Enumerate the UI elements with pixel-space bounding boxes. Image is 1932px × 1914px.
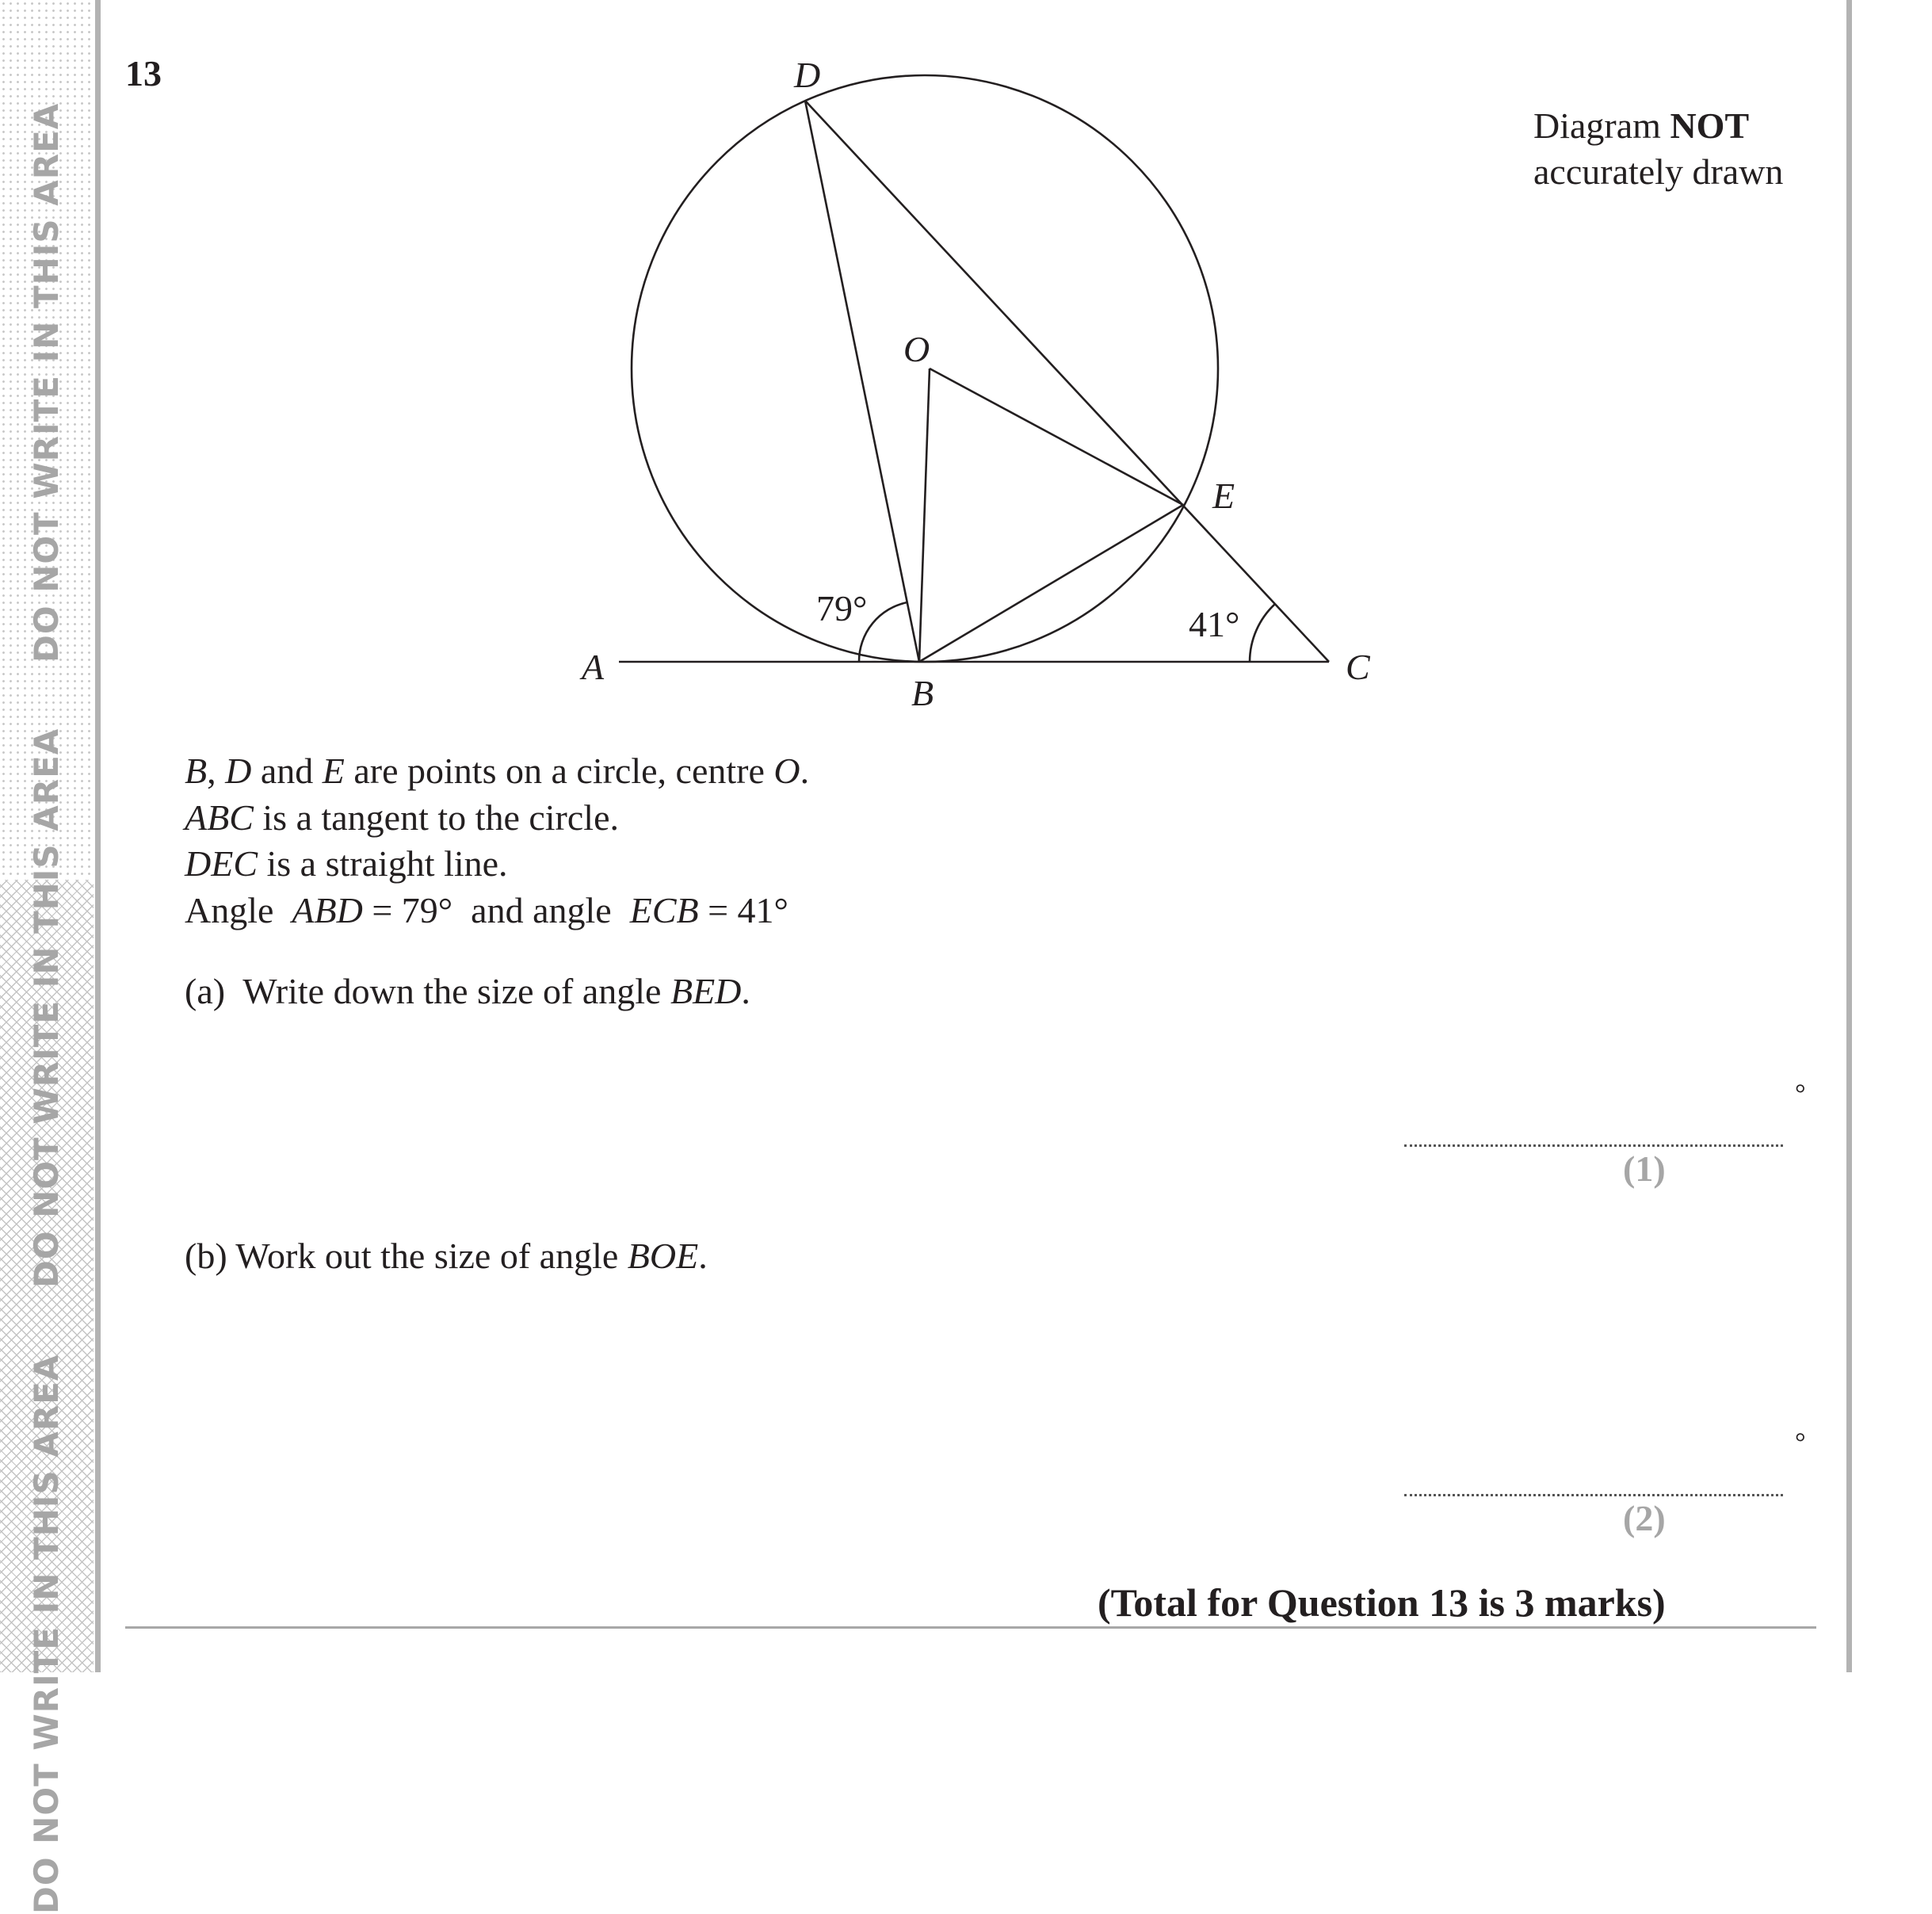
question-end-rule [125,1626,1816,1629]
stmt1-o: O [773,751,800,791]
stmt2-rest: is a tangent to the circle. [253,797,619,838]
note-prefix: Diagram [1533,105,1670,146]
stmt2-abc: ABC [185,797,254,838]
part-a-marks: (1) [1623,1148,1666,1189]
statement-tangent [185,797,619,839]
part-b-end: . [698,1236,708,1276]
note-bold: NOT [1670,105,1750,146]
stmt1-b: B [185,751,208,791]
point-label-b: B [911,673,934,713]
note-line2: accurately drawn [1533,151,1784,192]
line-ob [919,369,930,662]
line-db [805,101,919,662]
line-be [919,505,1183,662]
stmt4-t2: = 79° and angle [362,890,630,930]
statement-given-angles [185,889,788,931]
stmt1-d: D [225,751,252,791]
stmt3-dec: DEC [185,843,258,884]
point-label-a: A [582,647,605,687]
part-a-answer-line[interactable] [1404,1144,1783,1147]
margin-warning-bottom: DO NOT WRITE IN THIS AREA [27,1354,66,1914]
part-b-answer-line[interactable] [1404,1494,1783,1496]
angle-arc-ecb [1250,604,1275,662]
statement-points-on-circle [185,750,809,792]
stmt4-t3: = 41° [698,890,788,930]
margin-warning-middle: DO NOT WRITE IN THIS AREA [27,728,66,1288]
stmt4-ecb: ECB [629,890,699,930]
part-a-end: . [741,971,750,1011]
stmt1-e: E [322,751,345,791]
part-b-label: (b) Work out the size of angle [185,1236,628,1276]
part-b-degree-unit: ° [1795,1428,1806,1457]
part-a-label: (a) Write down the size of angle [185,971,670,1011]
part-b-question [185,1235,708,1277]
stmt1-end: . [800,751,810,791]
part-a-degree-unit: ° [1795,1079,1806,1109]
point-label-e: E [1212,476,1235,516]
point-label-d: D [794,55,821,95]
part-a-angle: BED [670,971,742,1011]
question-total-marks: (Total for Question 13 is 3 marks) [1098,1580,1666,1625]
stmt1-sep2: and [251,751,323,791]
stmt1-rest: are points on a circle, centre [344,751,774,791]
margin-warning-top: DO NOT WRITE IN THIS AREA [27,102,66,663]
question-number: 13 [125,53,162,94]
part-a-question [185,970,750,1012]
stmt4-t1: Angle [185,890,292,930]
stmt1-sep1: , [207,751,226,791]
statement-straight-line [185,842,508,884]
angle-label-abd: 79° [816,588,868,628]
line-oe [930,369,1183,505]
angle-label-ecb: 41° [1189,604,1240,644]
point-label-o: O [903,329,930,369]
stmt4-abd: ABD [292,890,363,930]
point-label-c: C [1346,647,1370,687]
part-b-marks: (2) [1623,1498,1666,1538]
stmt3-rest: is a straight line. [258,843,508,884]
line-dec [805,101,1329,662]
part-b-angle: BOE [627,1236,699,1276]
